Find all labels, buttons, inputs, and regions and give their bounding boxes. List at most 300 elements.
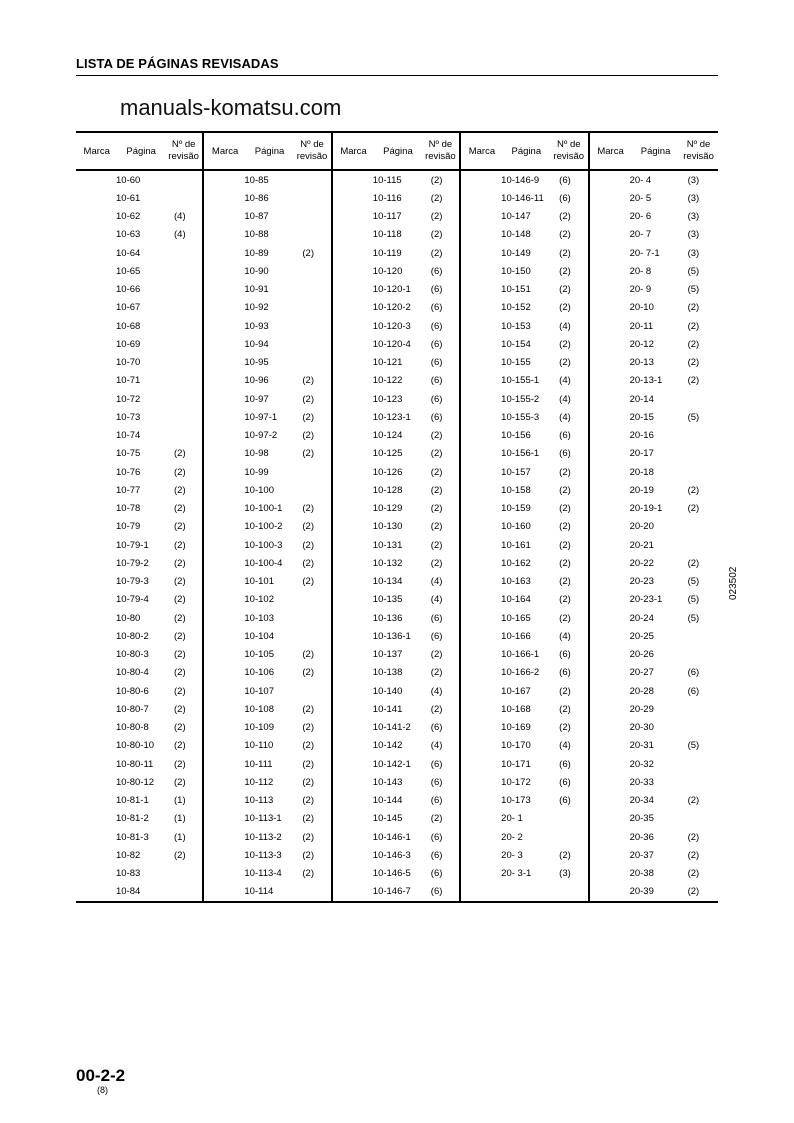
header-revision-line2: revisão (296, 151, 328, 162)
table-row (333, 536, 459, 554)
cell-revision: (2) (302, 868, 315, 880)
table-row (76, 646, 202, 664)
table-row (461, 518, 587, 536)
table-row (204, 408, 330, 426)
table-row (461, 573, 587, 591)
table-row (333, 609, 459, 627)
table-row (590, 281, 718, 299)
header-pagina: Página (640, 145, 671, 157)
cell-revision: (2) (302, 430, 315, 442)
table-row (76, 573, 202, 591)
table-row (590, 737, 718, 755)
cell-pagina: 10-122 (372, 375, 403, 387)
table-row (76, 536, 202, 554)
cell-pagina: 20-10 (629, 302, 654, 314)
cell-revision: (2) (302, 813, 315, 825)
cell-pagina: 20- 4 (629, 174, 652, 186)
cell-revision: (2) (302, 849, 315, 861)
table-row (590, 463, 718, 481)
cell-pagina: 20-33 (629, 776, 654, 788)
cell-pagina: 20-11 (629, 320, 654, 332)
header-revision (550, 139, 588, 163)
table-row (461, 244, 587, 262)
table-row (204, 773, 330, 791)
table-row (590, 335, 718, 353)
cell-revision: (2) (302, 758, 315, 770)
cell-revision: (2) (174, 503, 186, 515)
cell-pagina: 20- 8 (629, 265, 652, 277)
header-pagina: Página (511, 145, 542, 157)
cell-pagina: 10-112 (244, 776, 274, 788)
table-row (590, 518, 718, 536)
cell-pagina: 20- 5 (629, 192, 652, 204)
cell-pagina: 10-162 (501, 557, 531, 569)
cell-pagina: 10-141 (372, 703, 403, 715)
cell-revision: (5) (687, 265, 700, 277)
cell-pagina: 20-25 (629, 630, 654, 642)
table-row (461, 354, 587, 372)
cell-pagina: 10-88 (244, 229, 269, 241)
cell-pagina: 10-123-1 (372, 411, 411, 423)
cell-pagina: 10-120 (372, 265, 403, 277)
cell-revision: (2) (174, 594, 186, 606)
table-row (461, 299, 587, 317)
table-row (590, 262, 718, 280)
column-group (333, 133, 461, 901)
cell-revision: (4) (559, 740, 571, 752)
cell-pagina: 10-120-2 (372, 302, 411, 314)
cell-pagina: 10-113-3 (244, 849, 282, 861)
table-row (204, 536, 330, 554)
cell-revision: (6) (430, 795, 443, 807)
cell-revision: (6) (430, 375, 443, 387)
cell-pagina: 10-80-8 (116, 722, 149, 734)
cell-pagina: 10-79-2 (116, 557, 149, 569)
cell-revision: (2) (559, 521, 571, 533)
table-row (461, 445, 587, 463)
cell-revision: (3) (687, 174, 700, 186)
cell-revision: (2) (302, 795, 315, 807)
table-row (204, 463, 330, 481)
cell-revision: (2) (302, 831, 315, 843)
table-row (333, 518, 459, 536)
table-row (76, 208, 202, 226)
cell-pagina: 10-136 (372, 612, 403, 624)
cell-revision: (2) (430, 557, 443, 569)
table-row (333, 573, 459, 591)
cell-pagina: 10-93 (244, 320, 269, 332)
table-row (590, 810, 718, 828)
cell-pagina: 20-18 (629, 466, 654, 478)
cell-revision: (2) (559, 484, 571, 496)
header-revision-line2: revisão (553, 151, 585, 162)
table-row (590, 481, 718, 499)
table-row (590, 719, 718, 737)
cell-revision: (2) (559, 685, 571, 697)
cell-pagina: 10-92 (244, 302, 269, 314)
cell-revision: (6) (430, 776, 443, 788)
cell-revision: (2) (559, 722, 571, 734)
cell-pagina: 10-147 (501, 211, 531, 223)
table-row (204, 518, 330, 536)
table-row (76, 171, 202, 189)
cell-revision: (6) (559, 667, 571, 679)
table-row (204, 755, 330, 773)
table-row (333, 445, 459, 463)
cell-pagina: 10-64 (116, 247, 141, 259)
table-row (333, 500, 459, 518)
cell-revision: (2) (174, 448, 186, 460)
cell-pagina: 10-155-3 (501, 411, 540, 423)
cell-revision: (1) (174, 813, 186, 825)
table-row (590, 427, 718, 445)
cell-revision: (6) (559, 649, 571, 661)
cell-revision: (2) (302, 649, 315, 661)
cell-pagina: 10-143 (372, 776, 403, 788)
cell-revision: (2) (430, 192, 443, 204)
table-row (76, 627, 202, 645)
cell-revision: (2) (302, 503, 315, 515)
cell-pagina: 10-80-4 (116, 667, 149, 679)
cell-revision: (6) (430, 886, 443, 898)
cell-pagina: 10-76 (116, 466, 141, 478)
cell-pagina: 20- 3 (501, 849, 523, 861)
table-row (76, 299, 202, 317)
cell-pagina: 10-166 (501, 630, 531, 642)
cell-revision: (2) (174, 667, 186, 679)
cell-revision: (6) (430, 265, 443, 277)
table-row (333, 481, 459, 499)
header-marca: Marca (83, 145, 110, 157)
cell-pagina: 10-120-1 (372, 284, 411, 296)
cell-pagina: 10-120-3 (372, 320, 411, 332)
cell-revision: (6) (559, 795, 571, 807)
table-row (204, 226, 330, 244)
cell-revision: (2) (559, 612, 571, 624)
table-row (76, 408, 202, 426)
table-row (333, 390, 459, 408)
header-pagina: Página (126, 145, 156, 157)
cell-revision: (2) (559, 265, 571, 277)
cell-pagina: 10-166-2 (501, 667, 540, 679)
cell-revision: (2) (174, 703, 186, 715)
cell-pagina: 10-130 (372, 521, 403, 533)
table-row (333, 646, 459, 664)
table-header (204, 133, 330, 171)
cell-revision: (6) (430, 758, 443, 770)
table-row (461, 627, 587, 645)
table-row (461, 189, 587, 207)
cell-pagina: 20- 6 (629, 211, 652, 223)
table-row (333, 281, 459, 299)
table-header (590, 133, 718, 171)
table-row (204, 354, 330, 372)
table-row (204, 317, 330, 335)
cell-revision: (6) (559, 192, 571, 204)
cell-revision: (2) (687, 849, 700, 861)
cell-revision: (2) (302, 576, 315, 588)
table-row (76, 244, 202, 262)
cell-revision: (6) (430, 284, 443, 296)
cell-pagina: 10-80-11 (116, 758, 154, 770)
table-row (590, 664, 718, 682)
header-revision-line2: revisão (683, 151, 714, 162)
cell-pagina: 10-97-1 (244, 411, 278, 423)
cell-revision: (2) (430, 503, 443, 515)
table-row (590, 646, 718, 664)
cell-pagina: 10-61 (116, 192, 141, 204)
cell-pagina: 10-100 (244, 484, 274, 496)
header-marca: Marca (597, 145, 624, 157)
cell-pagina: 10-84 (116, 886, 141, 898)
cell-pagina: 10-80 (116, 612, 141, 624)
cell-pagina: 10-146-1 (372, 831, 411, 843)
document-code: 023502 (728, 566, 739, 600)
cell-pagina: 20-39 (629, 886, 654, 898)
page-title: LISTA DE PÁGINAS REVISADAS (76, 56, 718, 76)
table-row (204, 208, 330, 226)
cell-pagina: 10-146-11 (501, 192, 544, 204)
cell-pagina: 10-99 (244, 466, 269, 478)
table-row (590, 299, 718, 317)
header-revision-line1: Nº de (428, 139, 453, 150)
table-row (333, 189, 459, 207)
cell-pagina: 10-82 (116, 849, 141, 861)
cell-pagina: 20-16 (629, 430, 654, 442)
table-row (333, 755, 459, 773)
table-row (204, 171, 330, 189)
cell-pagina: 20-24 (629, 612, 654, 624)
cell-pagina: 20-22 (629, 557, 654, 569)
table-row (461, 664, 587, 682)
table-row (76, 737, 202, 755)
cell-revision: (6) (430, 302, 443, 314)
cell-pagina: 10-141-2 (372, 722, 411, 734)
cell-pagina: 10-121 (372, 357, 403, 369)
header-revision-line1: Nº de (557, 139, 581, 150)
table-row (590, 408, 718, 426)
table-row (590, 627, 718, 645)
cell-pagina: 10-69 (116, 338, 141, 350)
table-row (76, 445, 202, 463)
cell-pagina: 20-36 (629, 831, 654, 843)
table-row (204, 627, 330, 645)
cell-pagina: 10-111 (244, 758, 273, 770)
cell-pagina: 10-94 (244, 338, 269, 350)
cell-pagina: 20-38 (629, 868, 654, 880)
header-revision (680, 139, 718, 163)
table-row (461, 846, 587, 864)
cell-revision: (4) (559, 320, 571, 332)
cell-revision: (5) (687, 594, 700, 606)
table-row (461, 408, 587, 426)
cell-pagina: 10-114 (244, 886, 274, 898)
cell-revision: (1) (174, 795, 186, 807)
cell-revision: (2) (302, 722, 315, 734)
cell-revision: (4) (559, 393, 571, 405)
table-row (461, 865, 587, 883)
cell-revision: (2) (302, 667, 315, 679)
cell-pagina: 20-14 (629, 393, 654, 405)
cell-pagina: 10-128 (372, 484, 403, 496)
cell-revision: (2) (687, 886, 700, 898)
table-row (204, 427, 330, 445)
table-row (204, 828, 330, 846)
cell-revision: (2) (174, 612, 186, 624)
cell-pagina: 10-125 (372, 448, 403, 460)
table-row (461, 463, 587, 481)
cell-pagina: 10-95 (244, 357, 269, 369)
cell-revision: (2) (174, 649, 186, 661)
cell-revision: (6) (559, 776, 571, 788)
cell-pagina: 20-34 (629, 795, 654, 807)
cell-pagina: 10-110 (244, 740, 274, 752)
cell-pagina: 10-100-3 (244, 539, 283, 551)
table-row (333, 719, 459, 737)
revised-pages-table (76, 131, 718, 903)
table-row (76, 846, 202, 864)
table-row (333, 627, 459, 645)
cell-revision: (4) (430, 740, 443, 752)
table-row (461, 262, 587, 280)
cell-pagina: 10-138 (372, 667, 403, 679)
cell-revision: (2) (430, 174, 443, 186)
table-row (204, 646, 330, 664)
table-row (204, 445, 330, 463)
table-row (333, 883, 459, 901)
cell-revision: (2) (687, 375, 700, 387)
cell-pagina: 10-145 (372, 813, 403, 825)
cell-pagina: 10-74 (116, 430, 141, 442)
cell-pagina: 10-115 (372, 174, 402, 186)
table-row (204, 664, 330, 682)
cell-pagina: 10-170 (501, 740, 531, 752)
table-row (461, 700, 587, 718)
cell-pagina: 10-144 (372, 795, 403, 807)
table-row (76, 828, 202, 846)
table-row (461, 737, 587, 755)
cell-pagina: 10-91 (244, 284, 269, 296)
cell-pagina: 10-63 (116, 229, 141, 241)
cell-pagina: 10-135 (372, 594, 403, 606)
cell-pagina: 10-78 (116, 503, 141, 515)
cell-pagina: 10-108 (244, 703, 274, 715)
table-row (590, 591, 718, 609)
cell-revision: (2) (559, 247, 571, 259)
cell-pagina: 20-37 (629, 849, 654, 861)
cell-pagina: 10-118 (372, 229, 402, 241)
table-row (461, 646, 587, 664)
cell-pagina: 10-156-1 (501, 448, 540, 460)
cell-revision: (2) (430, 703, 443, 715)
table-row (590, 372, 718, 390)
table-row (76, 883, 202, 901)
cell-pagina: 10-80-6 (116, 685, 149, 697)
table-row (333, 773, 459, 791)
table-row (590, 865, 718, 883)
cell-pagina: 10-136-1 (372, 630, 411, 642)
cell-pagina: 20-35 (629, 813, 654, 825)
cell-pagina: 10-80-2 (116, 630, 149, 642)
cell-revision: (2) (687, 503, 700, 515)
cell-revision: (4) (559, 411, 571, 423)
table-row (590, 755, 718, 773)
table-row (461, 609, 587, 627)
cell-pagina: 10-132 (372, 557, 403, 569)
cell-pagina: 10-123 (372, 393, 403, 405)
cell-pagina: 10-150 (501, 265, 531, 277)
cell-pagina: 10-154 (501, 338, 531, 350)
cell-revision: (2) (174, 758, 186, 770)
cell-revision: (4) (430, 594, 443, 606)
table-row (333, 354, 459, 372)
table-row (204, 244, 330, 262)
cell-pagina: 10-79-1 (116, 539, 149, 551)
table-row (76, 755, 202, 773)
header-revision-line2: revisão (168, 151, 199, 162)
table-row (590, 445, 718, 463)
table-row (333, 262, 459, 280)
cell-pagina: 20-27 (629, 667, 654, 679)
cell-revision: (2) (174, 776, 186, 788)
cell-revision: (2) (430, 539, 443, 551)
header-pagina: Página (254, 145, 285, 157)
cell-revision: (2) (687, 302, 700, 314)
table-row (590, 208, 718, 226)
table-row (333, 664, 459, 682)
table-row (204, 573, 330, 591)
table-row (333, 846, 459, 864)
table-row (333, 700, 459, 718)
cell-pagina: 20-23-1 (629, 594, 663, 606)
cell-pagina: 20- 1 (501, 813, 523, 825)
cell-revision: (2) (174, 740, 186, 752)
table-row (461, 536, 587, 554)
cell-pagina: 10-146-9 (501, 174, 540, 186)
cell-pagina: 10-151 (501, 284, 531, 296)
table-row (333, 828, 459, 846)
cell-pagina: 10-97 (244, 393, 269, 405)
cell-revision: (6) (430, 868, 443, 880)
cell-revision: (2) (559, 703, 571, 715)
table-row (590, 390, 718, 408)
table-row (333, 408, 459, 426)
cell-revision: (2) (302, 448, 315, 460)
cell-revision: (2) (430, 484, 443, 496)
cell-pagina: 10-140 (372, 685, 403, 697)
cell-revision: (2) (430, 430, 443, 442)
table-row (461, 682, 587, 700)
cell-revision: (6) (430, 630, 443, 642)
cell-pagina: 20-15 (629, 411, 654, 423)
table-row (204, 700, 330, 718)
table-row (590, 682, 718, 700)
table-row (204, 390, 330, 408)
cell-pagina: 10-131 (372, 539, 403, 551)
cell-pagina: 10-83 (116, 868, 141, 880)
cell-pagina: 20-13-1 (629, 375, 663, 387)
cell-pagina: 20-20 (629, 521, 654, 533)
cell-revision: (6) (430, 849, 443, 861)
cell-pagina: 10-90 (244, 265, 269, 277)
cell-pagina: 10-160 (501, 521, 531, 533)
cell-pagina: 10-100-4 (244, 557, 283, 569)
cell-pagina: 10-142-1 (372, 758, 411, 770)
table-row (590, 883, 718, 901)
cell-revision: (2) (174, 630, 186, 642)
cell-revision: (6) (687, 667, 700, 679)
cell-revision: (6) (430, 338, 443, 350)
